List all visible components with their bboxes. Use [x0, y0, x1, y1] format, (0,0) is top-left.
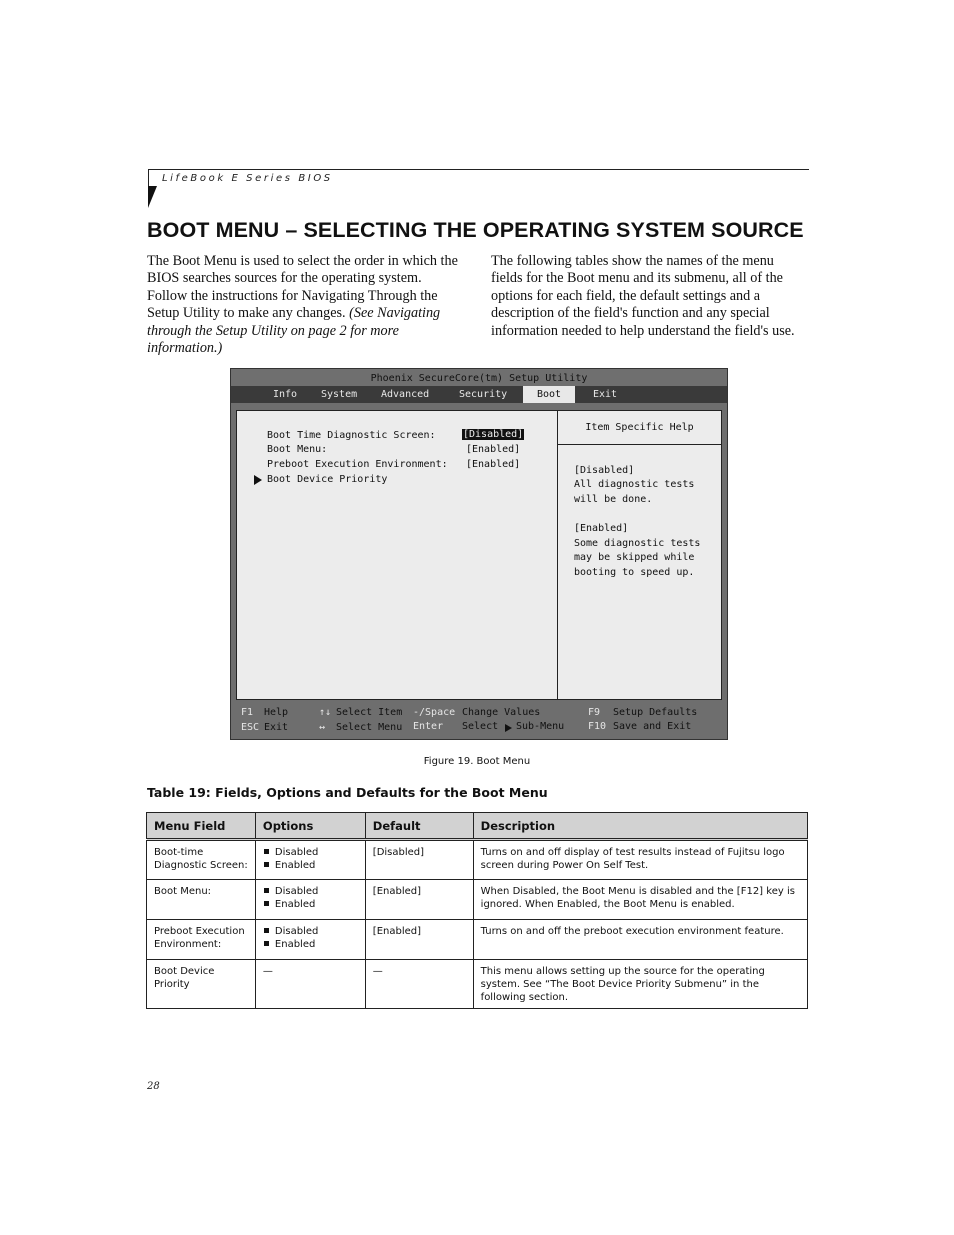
option: Disabled — [274, 926, 319, 937]
bios-menu-exit[interactable]: Exit — [593, 389, 618, 400]
cell-default: [Enabled] — [365, 880, 473, 920]
page-title: BOOT MENU – SELECTING THE OPERATING SYSTEM SOURCE — [147, 218, 804, 242]
bullet-icon — [264, 941, 269, 946]
bios-panel — [236, 410, 722, 700]
fields-table — [146, 812, 808, 1009]
bios-item-pxe-label[interactable]: Preboot Execution Environment: — [267, 459, 448, 470]
help-line: Some diagnostic tests — [574, 538, 701, 549]
bios-item-boot-menu-value[interactable]: [Enabled] — [466, 444, 521, 455]
help-line: [Disabled] — [574, 465, 635, 476]
cell-description: This menu allows setting up the source for the operating system. See “The Boot Device Priority Submenu” in the following section. — [473, 960, 807, 1009]
table-row — [147, 840, 808, 880]
figure-caption: Figure 19. Boot Menu — [423, 756, 531, 767]
key-esc: ESC — [241, 722, 260, 733]
help-title: Item Specific Help — [558, 411, 721, 445]
help-line: All diagnostic tests — [574, 479, 695, 490]
option: Disabled — [274, 886, 319, 897]
table-row — [147, 880, 808, 920]
option: Disabled — [274, 847, 319, 858]
key-updown-icon: ↑↓ — [319, 707, 332, 718]
key-esc-label: Exit — [264, 722, 289, 733]
page-number: 28 — [147, 1081, 160, 1092]
bios-menu-advanced[interactable]: Advanced — [381, 389, 430, 400]
bios-menu-info[interactable]: Info — [273, 389, 298, 400]
column-header: Default — [365, 813, 473, 840]
header-wedge-icon — [148, 186, 157, 208]
key-f1: F1 — [241, 707, 254, 718]
bullet-icon — [264, 928, 269, 933]
bios-item-boot-device-priority[interactable]: Boot Device Priority — [267, 474, 388, 485]
bios-menubar — [231, 386, 727, 403]
running-header: LifeBook E Series BIOS — [162, 173, 333, 184]
key-enter: Enter — [413, 721, 444, 732]
key-updown-label: Select Item — [336, 707, 403, 718]
bullet-icon — [264, 901, 269, 906]
bios-item-boot-menu-label[interactable]: Boot Menu: — [267, 444, 328, 455]
option: Enabled — [274, 860, 316, 871]
bullet-icon — [264, 888, 269, 893]
cell-options — [255, 880, 365, 920]
cell-options — [255, 920, 365, 960]
key-f1-label: Help — [264, 707, 289, 718]
key-f9: F9 — [588, 707, 601, 718]
cell-options: — — [255, 960, 365, 1009]
submenu-arrow-icon — [254, 475, 262, 485]
cell-field: Preboot Execution Environment: — [147, 920, 256, 960]
cell-description: When Disabled, the Boot Menu is disabled and the [F12] key is ignored. When Enabled, the Boot Menu is enabled. — [473, 880, 807, 920]
option: Enabled — [274, 939, 316, 950]
cell-default: [Enabled] — [365, 920, 473, 960]
key-f10: F10 — [588, 721, 607, 732]
cell-description: Turns on and off the preboot execution environment feature. — [473, 920, 807, 960]
cell-field: Boot Menu: — [147, 880, 256, 920]
intro-left-italic: (See Navigating through the Setup Utility on page 2 for more information.) — [147, 305, 441, 357]
bios-item-boot-diag-value-wrap[interactable] — [462, 429, 524, 440]
table-title: Table 19: Fields, Options and Defaults for the Boot Menu — [147, 785, 548, 800]
key-f9-label: Setup Defaults — [613, 707, 698, 718]
column-header: Options — [255, 813, 365, 840]
table-header-row — [147, 813, 808, 840]
key-enter-label-b: Sub-Menu — [516, 721, 565, 732]
bullet-icon — [264, 862, 269, 867]
key-space-label: Change Values — [462, 707, 541, 718]
help-line: may be skipped while — [574, 552, 695, 563]
bios-menu-boot[interactable]: Boot — [523, 386, 575, 403]
cell-field: Boot Device Priority — [147, 960, 256, 1009]
key-leftright-icon: ↔ — [319, 722, 326, 733]
bullet-icon — [264, 849, 269, 854]
table-row — [147, 920, 808, 960]
bios-menu-system[interactable]: System — [321, 389, 358, 400]
cell-field: Boot-time Diagnostic Screen: — [147, 840, 256, 880]
help-line: booting to speed up. — [574, 567, 695, 578]
option: Enabled — [274, 899, 316, 910]
bios-title: Phoenix SecureCore(tm) Setup Utility — [231, 369, 727, 386]
key-enter-label-a: Select — [462, 721, 499, 732]
bios-footer — [231, 703, 727, 739]
panel-divider — [557, 411, 558, 699]
column-header: Menu Field — [147, 813, 256, 840]
cell-description: Turns on and off display of test results instead of Fujitsu logo screen during Power On Self Test. — [473, 840, 807, 880]
header-rule — [148, 169, 809, 170]
cell-default: — — [365, 960, 473, 1009]
column-header: Description — [473, 813, 807, 840]
bios-screenshot — [230, 368, 728, 740]
header-vertical-rule — [148, 169, 149, 186]
intro-left — [147, 253, 463, 357]
bios-item-boot-diag-value[interactable]: [Disabled] — [463, 429, 524, 440]
cell-default: [Disabled] — [365, 840, 473, 880]
key-space: -/Space — [413, 707, 456, 718]
help-line: [Enabled] — [574, 523, 629, 534]
bios-item-boot-diag-label[interactable]: Boot Time Diagnostic Screen: — [267, 430, 436, 441]
key-leftright-label: Select Menu — [336, 722, 403, 733]
bios-menu-security[interactable]: Security — [459, 389, 508, 400]
table-row — [147, 960, 808, 1009]
intro-right: The following tables show the names of the menu fields for the Boot menu and its submenu, all of the options for each field, the default settings and a description of the field's function and any special information needed to help understand the field's use. — [491, 253, 795, 339]
help-line: will be done. — [574, 494, 653, 505]
intro-left-text: The Boot Menu is used to select the order in which the BIOS searches sources for the operating system. Follow the instructions for Navigating Through the Setup Utility to make any changes. — [147, 253, 458, 322]
bios-item-pxe-value[interactable]: [Enabled] — [466, 459, 521, 470]
submenu-arrow-icon — [505, 724, 512, 732]
cell-options — [255, 840, 365, 880]
key-f10-label: Save and Exit — [613, 721, 692, 732]
